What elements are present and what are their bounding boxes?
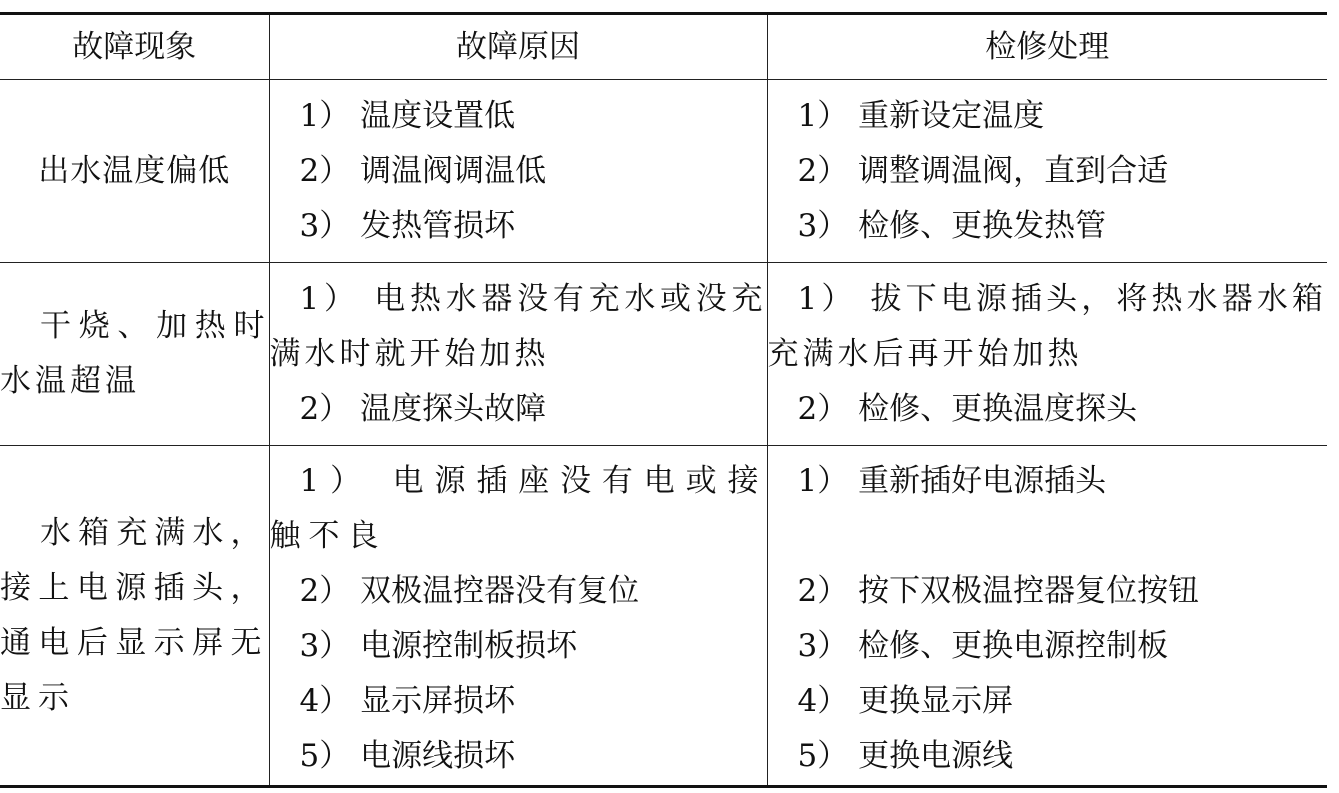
cause-item: 1） 温度设置低 [299, 97, 516, 134]
fix-cell [767, 263, 1327, 446]
fix-item: 4） 更换显示屏 [797, 683, 1014, 719]
header-row [0, 14, 1327, 80]
cause-item: 3） 发热管损坏 [299, 207, 516, 244]
row-spacer [768, 509, 1328, 564]
fix-item: 5） 更换电源线 [797, 738, 1014, 774]
fix-item: 2） 检修、更换温度探头 [797, 390, 1138, 427]
table-header [0, 14, 1327, 80]
cause-item: 3） 电源控制板损坏 [299, 628, 578, 664]
cause-item: 2） 调温阀调温低 [299, 152, 547, 189]
fix-item: 2） 按下双极温控器复位按钮 [797, 573, 1200, 609]
cause-cell [269, 80, 767, 263]
fix-cell [767, 446, 1327, 787]
header-fix: 检修处理 [767, 14, 1327, 80]
cause-item: 5） 电源线损坏 [299, 738, 516, 774]
fix-cell [767, 80, 1327, 263]
table-row [0, 80, 1327, 263]
table-body [0, 80, 1327, 787]
cause-item: 4） 显示屏损坏 [299, 683, 516, 719]
symptom-cell: 干烧、加热时水温超温 [0, 263, 269, 446]
cause-cell [269, 263, 767, 446]
fix-item: 3） 检修、更换电源控制板 [797, 628, 1169, 664]
cause-item: 2） 双极温控器没有复位 [299, 573, 640, 609]
cause-cell [269, 446, 767, 787]
fix-item: 2） 调整调温阀，直到合适 [797, 152, 1169, 189]
table-row [0, 446, 1327, 787]
symptom-cell: 水箱充满水，接上电源插头，通电后显示屏无显示 [0, 446, 269, 787]
fix-item: 1） 重新设定温度 [797, 97, 1045, 134]
fault-table [0, 12, 1327, 788]
cause-item: 1） 电源插座没有电或接触不良 [269, 463, 767, 554]
fix-item: 3） 检修、更换发热管 [797, 207, 1107, 244]
fix-item: 1） 重新插好电源插头 [797, 463, 1107, 499]
cause-item: 1） 电热水器没有充水或没充满水时就开始加热 [269, 280, 767, 372]
fix-item: 1） 拔下电源插头，将热水器水箱充满水后再开始加热 [767, 280, 1327, 372]
header-cause: 故障原因 [269, 14, 767, 80]
cause-item: 2） 温度探头故障 [299, 390, 547, 427]
header-symptom: 故障现象 [0, 14, 269, 80]
table-row [0, 263, 1327, 446]
symptom-cell: 出水温度偏低 [0, 80, 269, 263]
